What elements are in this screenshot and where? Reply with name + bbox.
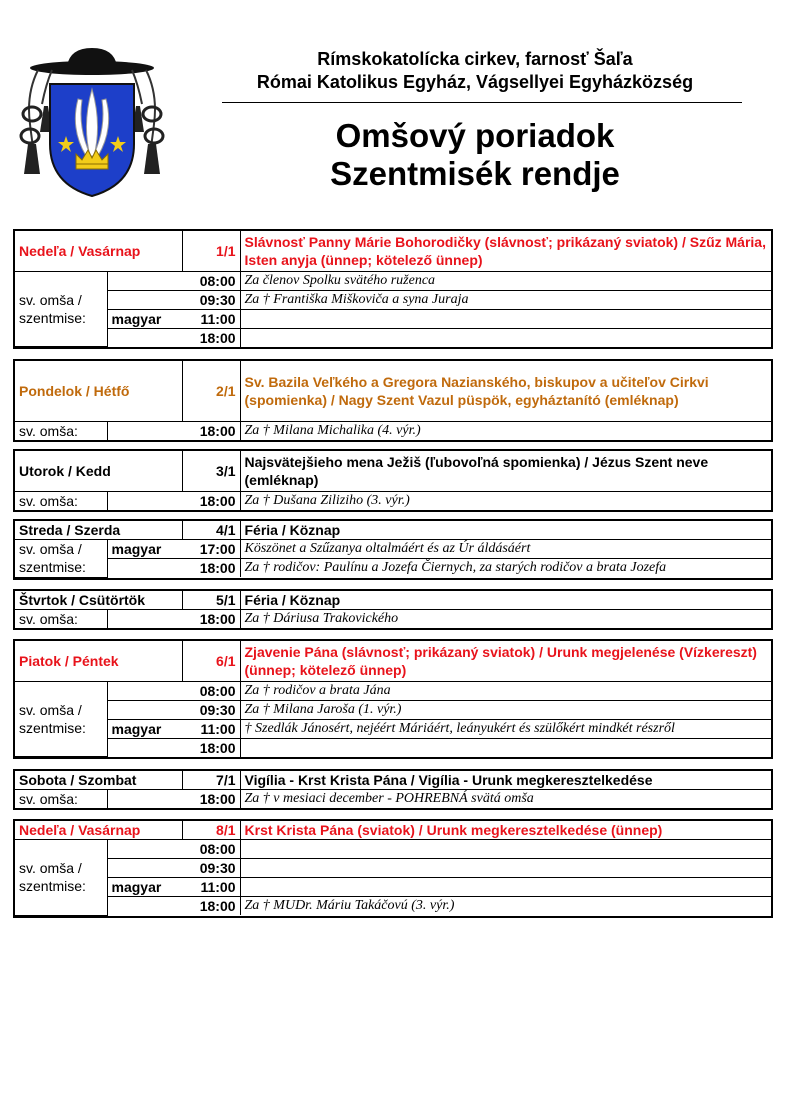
mass-intention: Za † v mesiaci december - POHREBNÁ svätá omša: [240, 790, 771, 809]
mass-label: sv. omša:: [15, 790, 107, 809]
mass-row: [15, 540, 771, 559]
mass-label: sv. omša / szentmise:: [15, 840, 107, 916]
mass-row: [15, 738, 771, 757]
day-date: 6/1: [182, 641, 240, 681]
mass-intention: [240, 328, 771, 347]
mass-time: 08:00: [182, 840, 240, 859]
mass-intention: Za † Dušana Ziliziho (3. výr.): [240, 491, 771, 510]
mass-intention: Za † Dáriusa Trakovického: [240, 610, 771, 629]
mass-time: 18:00: [182, 328, 240, 347]
mass-label: sv. omša:: [15, 491, 107, 510]
day-name: Utorok / Kedd: [15, 451, 182, 491]
day-block: [13, 639, 773, 759]
mass-language: [107, 328, 182, 347]
day-block: [13, 229, 773, 349]
mass-row: [15, 491, 771, 510]
day-date: 1/1: [182, 231, 240, 271]
mass-intention: Köszönet a Szűzanya oltalmáért és az Úr áldásáért: [240, 540, 771, 559]
mass-intention: [240, 878, 771, 897]
mass-intention: Za † Milana Michalika (4. výr.): [240, 421, 771, 440]
mass-row: [15, 309, 771, 328]
day-block: [13, 819, 773, 918]
mass-intention: † Szedlák Jánosért, nejéért Máriáért, leányukért és szülőkért mindkét részről: [240, 719, 771, 738]
mass-time: 08:00: [182, 271, 240, 290]
feast-title: Féria / Köznap: [240, 521, 771, 540]
mass-time: 18:00: [182, 738, 240, 757]
mass-time: 09:30: [182, 700, 240, 719]
mass-language: [107, 290, 182, 309]
parish-name-sk: Rímskokatolícka cirkev, farnosť Šaľa: [317, 49, 633, 69]
mass-language: [107, 897, 182, 916]
feast-title: Slávnosť Panny Márie Bohorodičky (slávnosť; prikázaný sviatok) / Szűz Mária, Isten anyja (ünnep; kötelező ünnep): [240, 231, 771, 271]
mass-row: [15, 878, 771, 897]
day-block: [13, 449, 773, 512]
mass-row: [15, 840, 771, 859]
mass-language: [107, 559, 182, 578]
mass-row: [15, 859, 771, 878]
parish-name-hu: Római Katolikus Egyház, Vágsellyei Egyházközség: [256, 72, 694, 92]
mass-label: sv. omša / szentmise:: [15, 540, 107, 578]
mass-time: 18:00: [182, 790, 240, 809]
mass-row: [15, 719, 771, 738]
day-name: Sobota / Szombat: [15, 771, 182, 790]
mass-language: magyar: [107, 878, 182, 897]
mass-language: [107, 610, 182, 629]
mass-intention: Za členov Spolku svätého ruženca: [240, 271, 771, 290]
header-divider: [222, 102, 742, 103]
feast-title: Vigília - Krst Krista Pána / Vigília - Urunk megkeresztelkedése: [240, 771, 771, 790]
mass-row: [15, 271, 771, 290]
mass-row: [15, 290, 771, 309]
day-date: 3/1: [182, 451, 240, 491]
mass-intention: Za † Milana Jaroša (1. výr.): [240, 700, 771, 719]
page-title-sk: Omšový poriadok: [335, 117, 615, 154]
day-date: 4/1: [182, 521, 240, 540]
mass-intention: [240, 840, 771, 859]
mass-time: 18:00: [182, 897, 240, 916]
mass-time: 09:30: [182, 290, 240, 309]
parish-coat-of-arms-icon: [12, 44, 172, 199]
mass-language: [107, 790, 182, 809]
day-block: [13, 769, 773, 810]
mass-intention: Za † Františka Miškoviča a syna Juraja: [240, 290, 771, 309]
mass-time: 08:00: [182, 681, 240, 700]
mass-intention: Za † rodičov: Paulínu a Jozefa Čiernych, za starých rodičov a brata Jozefa: [240, 559, 771, 578]
mass-time: 11:00: [182, 309, 240, 328]
day-block: [13, 519, 773, 580]
day-name: Streda / Szerda: [15, 521, 182, 540]
mass-time: 18:00: [182, 491, 240, 510]
mass-row: [15, 559, 771, 578]
mass-time: 11:00: [182, 719, 240, 738]
mass-intention: Za † MUDr. Máriu Takáčovú (3. výr.): [240, 897, 771, 916]
day-date: 5/1: [182, 591, 240, 610]
day-date: 7/1: [182, 771, 240, 790]
mass-language: [107, 681, 182, 700]
day-name: Nedeľa / Vasárnap: [15, 231, 182, 271]
mass-intention: [240, 738, 771, 757]
mass-language: magyar: [107, 540, 182, 559]
mass-row: [15, 328, 771, 347]
day-date: 8/1: [182, 821, 240, 840]
mass-language: [107, 421, 182, 440]
mass-time: 18:00: [182, 610, 240, 629]
mass-time: 17:00: [182, 540, 240, 559]
mass-time: 18:00: [182, 421, 240, 440]
day-block: [13, 589, 773, 630]
day-name: Pondelok / Hétfő: [15, 361, 182, 421]
mass-language: magyar: [107, 309, 182, 328]
mass-time: 09:30: [182, 859, 240, 878]
day-name: Nedeľa / Vasárnap: [15, 821, 182, 840]
mass-intention: [240, 859, 771, 878]
mass-row: [15, 681, 771, 700]
mass-language: [107, 840, 182, 859]
mass-time: 11:00: [182, 878, 240, 897]
mass-row: [15, 790, 771, 809]
mass-label: sv. omša / szentmise:: [15, 681, 107, 757]
page-title-hu: Szentmisék rendje: [330, 155, 620, 192]
mass-intention: Za † rodičov a brata Jána: [240, 681, 771, 700]
mass-language: [107, 491, 182, 510]
day-name: Štvrtok / Csütörtök: [15, 591, 182, 610]
mass-intention: [240, 309, 771, 328]
day-date: 2/1: [182, 361, 240, 421]
feast-title: Sv. Bazila Veľkého a Gregora Nazianského, biskupov a učiteľov Cirkvi (spomienka) / Nagy Szent Vazul püspök, egyháztanító (emléknap): [240, 361, 771, 421]
mass-label: sv. omša / szentmise:: [15, 271, 107, 347]
feast-title: Najsvätejšieho mena Ježiš (ľubovoľná spomienka) / Jézus Szent neve (emléknap): [240, 451, 771, 491]
mass-row: [15, 421, 771, 440]
feast-title: Krst Krista Pána (sviatok) / Urunk megkeresztelkedése (ünnep): [240, 821, 771, 840]
mass-language: [107, 738, 182, 757]
day-name: Piatok / Péntek: [15, 641, 182, 681]
mass-language: [107, 700, 182, 719]
mass-row: [15, 610, 771, 629]
day-block: [13, 359, 773, 442]
mass-row: [15, 700, 771, 719]
mass-row: [15, 897, 771, 916]
mass-time: 18:00: [182, 559, 240, 578]
mass-language: [107, 271, 182, 290]
feast-title: Féria / Köznap: [240, 591, 771, 610]
mass-label: sv. omša:: [15, 421, 107, 440]
feast-title: Zjavenie Pána (slávnosť; prikázaný sviatok) / Urunk megjelenése (Vízkereszt) (ünnep; kötelező ünnep): [240, 641, 771, 681]
mass-language: [107, 859, 182, 878]
mass-label: sv. omša:: [15, 610, 107, 629]
mass-language: magyar: [107, 719, 182, 738]
